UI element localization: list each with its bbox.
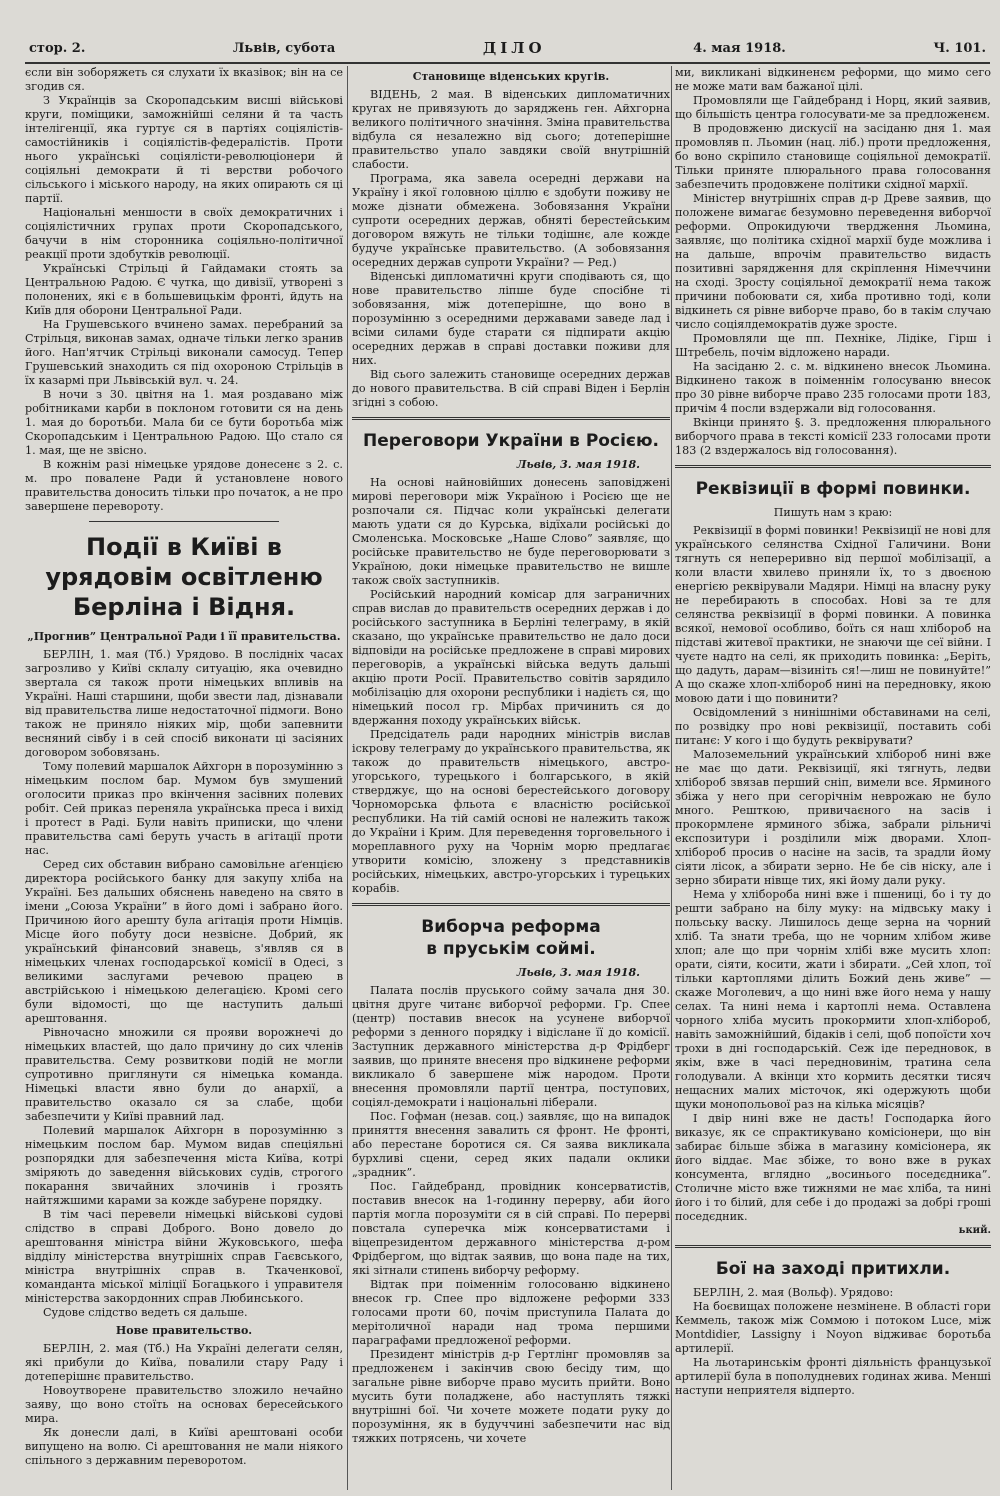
paragraph: Відтак при поіменнім голосованю відкинено внесок гр. Спее про відложене реформи 333 голосами проти 60, почім приступила Палата до мерітоличної наради над трома першими параграфами предложеної реформи. xyxy=(352,1278,670,1347)
paragraph: З Українців за Скоропадським висші військові круги, поміщики, заможнійші селяни й та часть інтелігенції, яка гуртує ся в партіях соціялістів-самостійників і соціялістів-федералістів. Проти нього українські соціялісти-революціонери й соціяльні демократи й ті верстви робочого сільського і міського народу, на яких опирають ся ці партії. xyxy=(25,94,343,205)
page-header xyxy=(25,38,990,64)
separator xyxy=(352,903,670,906)
paragraph: На боєвищах положене незмінене. В області гори Кеммель, також між Соммою і потоком Luce, між Montdidier, Lassigny і Noyon відживає боротьба артилерії. xyxy=(675,1300,991,1355)
paragraph: Вкінци принято §. 3. предложення плюрального виборчого права в тексті комісії 233 голосами проти 183 (2 вздержалось від голосовання). xyxy=(675,416,991,457)
issue-number: Ч. 101. xyxy=(933,40,986,56)
paragraph: Малоземельний український хлібороб нині вже не має що дати. Реквізиції, які тягнуть, ледви хлібороб звязав перший сніп, вимели все. Ярминого збіжа у него при сегорічнім неврожаю не було много. Решткою, привичаєного на засів і прокормлене ярминого збіжа, забрали рільничі експозитури і розділили між дворами. Хлоп-хлібороб просив о насіне на засів, та зрадли йому сіяти лісок, а збирати зерно. Не бе сів ніску, але і зерно збирати нівще тих, які йому дали руку. xyxy=(675,748,991,887)
paragraph: І двір нині вже не дасть! Господарка його виказує, як се спрактикувано комісіонери, що він забирає більше збіжа в магазину комісіонера, як його віддає. Має збіже, то воно вже в руках консумента, вглядно „восинього поседєдника”. Столичне місто вже тижнями не має хліба, та нині його і то білий, для себе і до продажі за добрі гроші поседєдник. xyxy=(675,1112,991,1223)
paragraph: Предсідатель ради народних міністрів вислав іскрову телеграму до українського правительства, як також до правительств німецького, австро-угорського, турецького і болгарського, в якій стверджує, що на основі берестейського договору Чорноморська фльота є власністю російської республики. На тій самій основі не належить також до України і Крим. Для переведення торговельного і мореплавного руху на Чорнім морю предлагає утворити комісію, зложену з представників російських, німецьких, австро-угорських і турецьких корабів. xyxy=(352,728,670,895)
paragraph: Російський народний комісар для заграничних справ вислав до правительств осередних держав і до російського заступника в Берліні телеграму, в якій сказано, що українське правительство не дало доси відповіди на російське предложене в справі мирових переговорів, а українські війська ведуть дальші акцію проти Росії. Правительство совітів зарядило мобілізацію для охорони республики і надієть ся, що німецький посол гр. Мірбах причинить ся до вдержання походу українських військ. xyxy=(352,588,670,727)
paragraph: Пос. Гайдебранд, провідник консерватистів, поставив внесок на 1-годинну перерву, аби його партія могла порозуміти ся в сій справі. По перерві повстала суперечка між консерватистами і віцепрезидентом державного міністерства д-ром Фрідбергом, що відтак заявив, що вона паде на тих, які зітнали стипень виборчу реформу. xyxy=(352,1180,670,1277)
newspaper-title: ДІЛО xyxy=(482,39,546,57)
dateline: Львів, 3. мая 1918. xyxy=(516,966,640,979)
paragraph: Тому полевий маршалок Айхгорн в порозумінню з німецьким послом бар. Мумом був змушений оголосити приказ про вкінчення засівних полевих робіт. Сей приказ переняла українська преса і вихід і протест в Раді. Були навіть приписки, що члени правительства самі беруть участь в агітації проти нас. xyxy=(25,760,343,857)
article-subheadline: „Прогнив” Центральної Ради і її правительства. xyxy=(27,630,341,643)
paragraph: БЕРЛІН, 2. мая (Тб.) На Україні делегати селян, які прибули до Київа, повалили стару Раду і дотеперішнє правительство. xyxy=(25,1342,343,1383)
paragraph: Національні меншости в своїх демократичних і соціялістичних групах проти Скоропадського, бачучи в нім сторонника соціяльно-політичної реакції проти здобутків революції. xyxy=(25,206,343,261)
paragraph: Освідомлений з нинішніми обставинами на селі, по розвідку про нові реквізиції, поставить собі питанє: У кого і що будуть реквірувати? xyxy=(675,706,991,747)
paragraph: Програма, яка завела осередні держави на Україну і якої головною ціллю є здобути поживу не може дізнати обмежена. Зобовязання України супроти осередних держав, обняті берестейським договором вяжуть не тільки тодішнє, але кожде будуче українське правительство. (А зобовязання осередних держав супроти України? — Ред.) xyxy=(352,172,670,269)
paragraph: Судове слідство ведеть ся дальше. xyxy=(43,1306,248,1319)
column-rule xyxy=(671,66,672,1490)
article-subheadline: Пишуть нам з краю: xyxy=(773,506,893,519)
paragraph: Рівночасно множили ся прояви ворожнечі до німецьких властей, що дало причину до сих членів правительства. Сему розвиткови подій не могли супротивно приглянути ся німецька команда. Німецькі власти явно були до анархії, а правительство оказало ся за слабе, щоби забезпечити у Київі правний лад. xyxy=(25,1026,343,1123)
issue-date: 4. мая 1918. xyxy=(693,40,786,56)
article-headline-line1: Виборча реформа xyxy=(421,917,601,937)
column-3 xyxy=(675,66,991,1490)
paragraph: Президент міністрів д-р Гертлінг промовляв за предложенєм і закінчив свою бесіду тим, що загальне рівне виборче право мусить прийти. Воно мусить бути поладжене, або наступлять тяжкі внутрішні бої. Чи хочете можете подати руку до порозуміння, як в будуччині забезпечити нас від тяжких потрясень, чи хочете xyxy=(352,1348,670,1445)
paragraph: Українські Стрільці й Гайдамаки стоять за Центральною Радою. Є чутка, що дивізії, утворені з полонених, які є в большевицькім фронті, йдуть на Київ для оборони Центральної Ради. xyxy=(25,262,343,317)
paragraph: В продовженю дискусії на засіданю дня 1. мая промовляв п. Льомин (нац. ліб.) проти предложення, бо воно скріпило становище соціяльної демократії. Тільки приняте плюрального права голосовання забезпечить продовжене політики східної мархії. xyxy=(675,122,991,191)
section-subheadline: Становище віденських кругів. xyxy=(412,70,610,83)
section-subheadline: Нове правительство. xyxy=(115,1324,253,1337)
paragraph: Промовляли ще пп. Пехніке, Лідіке, Гірш і Штребель, почім відложено наради. xyxy=(675,332,991,359)
paragraph: Серед сих обставин вибрано самовільне аґенцією директора російського банку для закупу хліба на Україні. Без дальших обяснень наведено на свято в імени „Союза України” в його домі і забрано його. Причиною його арешту була агітація проти Німців. Місце його побуту доси незвісне. Добрий, як український фінансовий знавець, з'являв ся в німецьких членах господарської комісії в Одесі, з великими заслугами речевою працею в австрійською і німецькою делегацією. Кромі сего були відомості, що ще наступить дальші арештовання. xyxy=(25,858,343,1025)
paragraph: На засіданю 2. с. м. відкинено внесок Льомина. Відкинено також в поіменнім голосуваню внесок про 30 рівне виборче право 235 голосами проти 183, причім 4 посли вздержали від голосовання. xyxy=(675,360,991,415)
paragraph: Від сього залежить становище осередних держав до нового правительства. В сій справі Віден і Берлін згідні з собою. xyxy=(352,368,670,409)
article-headline: Події в Київі в урядовім освітленю Берліна і Відня. xyxy=(45,533,323,621)
paragraph: На Грушевського вчинено замах. перебраний за Стрільця, виконав замах, одначе тільки легко зранив його. Нап'ятчик Стрільці виконали самосуд. Тепер Грушевський знаходить ся під охороною Стрільців в їх казармі при Львівській вул. ч. 24. xyxy=(25,318,343,387)
paragraph: Віденські дипломатичні круги сподівають ся, що нове правительство ліпше буде спосібне ті зобовязання, між дотеперішне, що воно в порозумінню з осередними державами заведе лад і всіми силами буде старати ся підпирати акцію осередних держав в справі доставки поживи для них. xyxy=(352,270,670,367)
paragraph: На основі найновійших донесень заповіджені мирові переговори між Україною і Росією ще не розпочали ся. Підчас коли українські делегати мають удати ся до Курська, відїхали російські до Смоленська. Московське „Наше Слово” заявляє, що російське правительство не буде переговорювати з Україною, доки німецьке правительство не вишле також своїх заступників. xyxy=(352,476,670,587)
paragraph: Полевий маршалок Айхгорн в порозумінню з німецьким послом бар. Мумом видав спеціяльні розпорядки для забезпечення міста Київа, котрі зміряють до заведення військових судів, строгого покарання звичайних злочинів і грозять найтяжшими карами за кожде забурене порядку. xyxy=(25,1124,343,1207)
article-headline-line2: в пруськім соймі. xyxy=(426,939,596,959)
paragraph: Пос. Гофман (незав. соц.) заявляє, що на випадок приняття внесення завалить ся фронт. Не фронті, або перестане боротися ся. Ся заява викликала бурхливі сцени, серед яких падали оклики „зрадник”. xyxy=(352,1110,670,1179)
article-headline: Переговори України в Росією. xyxy=(363,431,659,451)
paragraph: БЕРЛІН, 2. мая (Вольф). Урядово: xyxy=(693,1286,894,1299)
article-headline: Бої на заході притихли. xyxy=(715,1259,951,1279)
article-headline: Реквізиції в формі повинки. xyxy=(695,479,971,499)
paragraph: ВІДЕНЬ, 2 мая. В віденських дипломатичних кругах не привязують до заряджень ген. Айхгорна великого політичного значіння. Зміна правительства відбула ся незалежно від сього; дотеперішне правительство упало завдяки своїй внутрішній слабости. xyxy=(352,88,670,171)
paragraph: Міністер внутрішніх справ д-р Древе заявив, що положене вимагає безумовно переведення виборчої реформи. Опрокидуючи твердження Льомина, заявляє, що політика східної мархії буде можлива і на дальше, впрочім правительство видасть позитивні зарядження для скріплення Німеччини на сході. Зросту соціяльної демократії нема також причини побоювати ся, хиба противно тоді, коли відкинеть ся рівне виборче право, бо в такім случаю число соціялдемократів дуже зросте. xyxy=(675,192,991,331)
separator xyxy=(675,465,991,468)
separator xyxy=(675,1245,991,1248)
paragraph: Новоутворене правительство зложило нечайно заяву, що воно стоїть на основах бересейського мира. xyxy=(25,1384,343,1425)
separator xyxy=(89,521,280,522)
paragraph: Промовляли ще Гайдебранд і Норц, який заявив, що більшість центра голосувати-ме за предложенєм. xyxy=(675,94,991,121)
paragraph: В кожнім разі німецьке урядове донесенє з 2. с. м. про повалене Ради й установлене нового правительства доносить тільки про початок, а не про завершене перевороту. xyxy=(25,458,343,513)
separator xyxy=(352,417,670,420)
page-number: стор. 2. xyxy=(29,40,86,56)
paragraph: Нема у хлібороба нині вже і пшениці, бо і ту до решти забрано на білу муку: на мідвську маку і польську васку. Лишилось деще зерна на чорний хліб. Та знати треба, що не чорним хлібом живе хлоп; але що при чорнім хлібі вже мусить хлоп: орати, сіяти, косити, жати і збирати. „Сей хлоп, тої тільки картоплями ділить Божий день живе” — скаже Моголевич, а що нині вже його нема у нашу селах. Та нині нема і картоплі нема. Оставлена чорного хліба мусить прокормити хлоп-хлібороб, навіть заможнійший, бідаків і селі, щоб попоїсти хоч трохи в дні господарській. Сеж іде передновок, в якім, вже в часі передновинім, тратина села голодували. А вкінци хто кормить десятки тисяч нещасних малих місточок, які одержують щоби щуки монопольової раз на кілька місяців? xyxy=(675,888,991,1111)
paragraph: В ночи з 30. цвітня на 1. мая роздавано між робітниками карби в поклоном готовити ся на день 1. мая до боротьби. Мала би се бути боротьба між Скоропадським і Центральною Радою. Що стало ся 1. мая, ще не звісно. xyxy=(25,388,343,457)
paragraph: БЕРЛІН, 1. мая (Тб.) Урядово. В послідніх часах загрозливо у Київі склалу ситуацію, яка очевидно звертала ся також проти німецьких впливів на Україні. Наші старшини, щоби звести лад, дізнавали від правительства лише недостаточної підмоги. Воно також не приняло ніяких мір, щоби запевнити весняний сівбу і в сей спосіб виконати ці засіяних договором зобовязань. xyxy=(25,648,343,759)
paragraph: Як донесли далі, в Київі арештовані особи випущено на волю. Сі арештовання не мали ніякого спільного з державним переворотом. xyxy=(25,1426,343,1467)
paragraph: єсли він зоборяжеть ся слухати їх вказівок; він на се згодив ся. xyxy=(25,66,343,93)
paragraph: Палата послів пруського сойму зачала дня 30. цвітня друге читанє виборчої реформи. Гр. Спее (центр) поставив внесок на усунене виборчої реформи з денного порядку і відіслане її до комісії. Заступник державного міністерства д-р Фрідберг заявив, що приняте внесеня про відкинене реформи викликало б завершене між народом. Проти внесення промовляли партії центра, поступових, соціял-демократи і національні ліберали. xyxy=(352,984,670,1109)
paragraph: ми, викликані відкиненєм реформи, що мимо сего не може мати вам бажаної цілі. xyxy=(675,66,991,93)
column-2 xyxy=(352,66,670,1490)
city-day: Львів, субота xyxy=(232,40,336,56)
author-signature: ький. xyxy=(958,1225,991,1236)
paragraph: На льотаринськім фронті діяльність французької артилерії була в пополудневих годинах жива. Менші наступи неприятеля відперто. xyxy=(675,1356,991,1397)
paragraph: Реквізиції в формі повинки! Реквізиції не нові для українського селянства Східної Галичини. Вони тягнуть ся непереривно від першої мобілізації, а коли власти хвилево приняли їх, то з двоєною енергією реквірували Мадяри. Німці на власну руку не перебирають в способах. Нові за те для селянства реквізиції в формі повинки. А повинка всякої, немової особливо, боїть ся наш хлібороб на підставі житевої практики, не знаючи ще сеї війни. І чуєте надто на селі, як приходить повинка: „Беріть, що дадуть, дарам—візиніть ся!—лиш не повинуйте!” А що скаже хлоп-хлібороб нині на передновку, якою мовою дати і що повинити? xyxy=(675,524,991,705)
dateline: Львів, 3. мая 1918. xyxy=(516,458,640,471)
column-1 xyxy=(25,66,343,1490)
column-rule xyxy=(347,66,348,1490)
paragraph: В тім часі перевели німецькі військові судові слідство в справі Доброго. Воно довело до арештовання міністра війни Жуковського, шефа відділу міністерства внутрішніх справ Гаєвського, міністра внутрішніх справ в. Ткаченкової, команданта міської міліції Богацького і управителя міністерства закордонних справ Любинського. xyxy=(25,1208,343,1305)
